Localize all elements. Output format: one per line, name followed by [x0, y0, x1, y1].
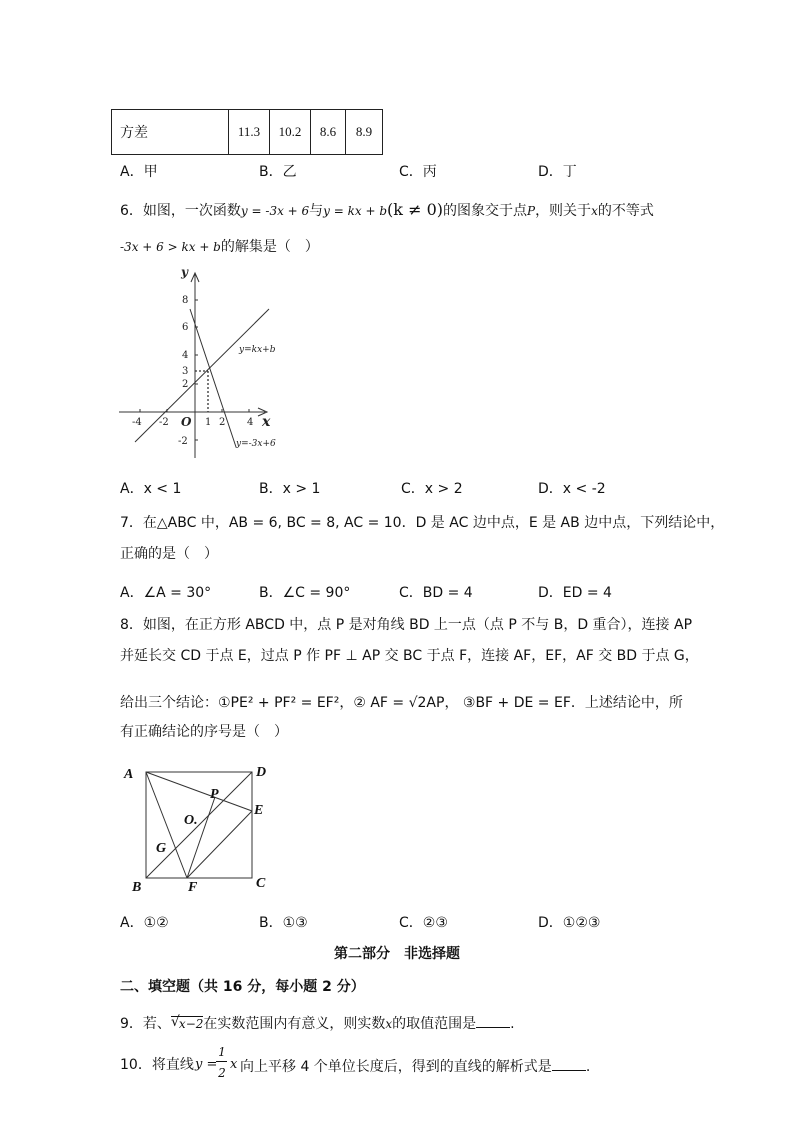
- q8-option-d: D．①②③: [538, 915, 601, 931]
- q8-option-b: B．①③: [259, 915, 308, 931]
- q6-var: P: [526, 204, 536, 218]
- q8-question-line1: 8．如图，在正方形 ABCD 中，点 P 是对角线 BD 上一点（点 P 不与 B，D 重合），连接 AP: [120, 617, 693, 633]
- q8-option-c: C．②③: [399, 915, 448, 931]
- point-label-g: G: [156, 841, 167, 856]
- line-kx-b-label: y=kx+b: [239, 345, 276, 355]
- q6-option-b: B．x > 1: [259, 481, 321, 497]
- table-row: [112, 110, 383, 155]
- y-tick-label: 6: [182, 322, 189, 333]
- q7-question-line2: 正确的是（ ）: [120, 546, 218, 562]
- q6-function-graph: [115, 262, 295, 467]
- q9-period: .: [510, 1016, 515, 1032]
- q9-text: 的取值范围是: [392, 1016, 477, 1032]
- radical-sign: √: [170, 1014, 180, 1030]
- q8-question-line4: 有正确结论的序号是（ ）: [120, 724, 288, 740]
- q6-var: x: [591, 204, 598, 218]
- q10-period: .: [585, 1059, 591, 1075]
- variance-table: [111, 109, 383, 155]
- y-tick-label: 3: [182, 366, 189, 377]
- q6-option-a: A．x < 1: [120, 481, 182, 497]
- q10-y-eq: y =: [195, 1057, 218, 1072]
- q6-text: 与: [309, 203, 324, 219]
- q6-formula: (k ≠ 0): [387, 200, 443, 219]
- point-label-e: E: [254, 803, 264, 818]
- line-minus-3x-6-label: y=-3x+6: [236, 439, 276, 449]
- q6-text: 的图象交于点: [442, 203, 527, 219]
- origin-label: O: [181, 415, 192, 429]
- x-axis-label: x: [262, 414, 271, 430]
- table-cell: 10.2: [270, 110, 311, 155]
- fraction-bar: [216, 1061, 227, 1062]
- q5-option-c: C．丙: [399, 164, 437, 180]
- point-label-d: D: [256, 765, 267, 780]
- y-tick-label: -2: [178, 436, 188, 447]
- diagonal-bd: [146, 772, 252, 878]
- q7-option-b: B．∠C = 90°: [259, 585, 351, 601]
- q6-formula: y = -3x + 6: [240, 204, 310, 218]
- q6-text: 6．如图，一次函数: [120, 203, 241, 219]
- line-minus-3x-6: [190, 309, 236, 447]
- q8-question-line3: 给出三个结论：①PE² + PF² = EF²，② AF = √2AP， ③BF + DE = EF．上述结论中，所: [120, 695, 683, 711]
- q10-prefix: 10．将直线: [120, 1057, 194, 1073]
- section-title: 二、填空题（共 16 分，每小题 2 分）: [120, 979, 365, 995]
- q6-question-line1: [120, 202, 654, 218]
- point-label-p: P: [210, 787, 219, 802]
- segment-pf: [187, 797, 215, 878]
- q10-question: [240, 1058, 590, 1074]
- table-label-cell: 方差: [112, 110, 229, 155]
- y-axis-label: y: [181, 265, 188, 279]
- table-cell: 8.6: [311, 110, 346, 155]
- q9-radical: [171, 1016, 203, 1031]
- q5-option-b: B．乙: [259, 164, 297, 180]
- q6-formula: y = kx + b: [323, 204, 388, 218]
- q6-text: 的不等式: [597, 203, 654, 219]
- x-tick-label: 1: [205, 417, 212, 428]
- table-cell: 11.3: [229, 110, 270, 155]
- point-label-a: A: [124, 767, 134, 782]
- q10-answer-blank[interactable]: [552, 1058, 586, 1071]
- y-tick-label: 4: [182, 350, 189, 361]
- q9-text: 在实数范围内有意义，则实数: [203, 1016, 386, 1032]
- q6-option-c: C．x > 2: [401, 481, 463, 497]
- q9-text: 9．若、: [120, 1016, 171, 1032]
- x-tick-label: -4: [132, 417, 142, 428]
- point-label-c: C: [256, 876, 266, 891]
- q9-answer-blank[interactable]: [476, 1015, 510, 1028]
- q9-radicand: x−2: [178, 1017, 204, 1031]
- x-tick-label: -2: [159, 417, 169, 428]
- q8-option-a: A．①②: [120, 915, 169, 931]
- q6-formula: -3x + 6 > kx + b: [120, 240, 221, 254]
- segment-af: [146, 772, 187, 878]
- x-tick-label: 2: [219, 417, 226, 428]
- q8-square-figure: [118, 758, 278, 898]
- q5-option-d: D．丁: [538, 164, 577, 180]
- q6-question-line2: [120, 240, 319, 254]
- table-cell: 8.9: [346, 110, 383, 155]
- segment-ae: [146, 772, 252, 811]
- point-label-b: B: [132, 880, 142, 895]
- q10-x: x: [230, 1057, 238, 1072]
- q7-option-d: D．ED = 4: [538, 585, 612, 601]
- q10-fraction-denominator: 2: [218, 1066, 226, 1080]
- y-tick-label: 8: [182, 295, 189, 306]
- q6-text: 的解集是（ ）: [220, 239, 319, 255]
- q9-question: [120, 1015, 515, 1031]
- x-tick-label: 4: [247, 417, 254, 428]
- part-two-title: 第二部分 非选择题: [334, 946, 460, 962]
- q10-fraction-numerator: 1: [218, 1045, 226, 1059]
- q10-text: 向上平移 4 个单位长度后，得到的直线的解析式是: [240, 1059, 552, 1075]
- q7-question-line1: 7．在△ABC 中，AB = 6, BC = 8, AC = 10．D 是 AC 边中点，E 是 AB 边中点，下列结论中，: [120, 515, 725, 531]
- q5-option-a: A．甲: [120, 164, 158, 180]
- q7-option-c: C．BD = 4: [399, 585, 473, 601]
- y-tick-label: 2: [182, 379, 189, 390]
- point-label-o: O.: [184, 813, 198, 828]
- q6-option-d: D．x < -2: [538, 481, 606, 497]
- point-label-f: F: [188, 880, 198, 895]
- q7-option-a: A．∠A = 30°: [120, 585, 212, 601]
- q6-text: ，则关于: [535, 203, 592, 219]
- q8-question-line2: 并延长交 CD 于点 E，过点 P 作 PF ⊥ AP 交 BC 于点 F，连接 AF，EF，AF 交 BD 于点 G，: [120, 648, 699, 664]
- q9-var: x: [385, 1017, 393, 1031]
